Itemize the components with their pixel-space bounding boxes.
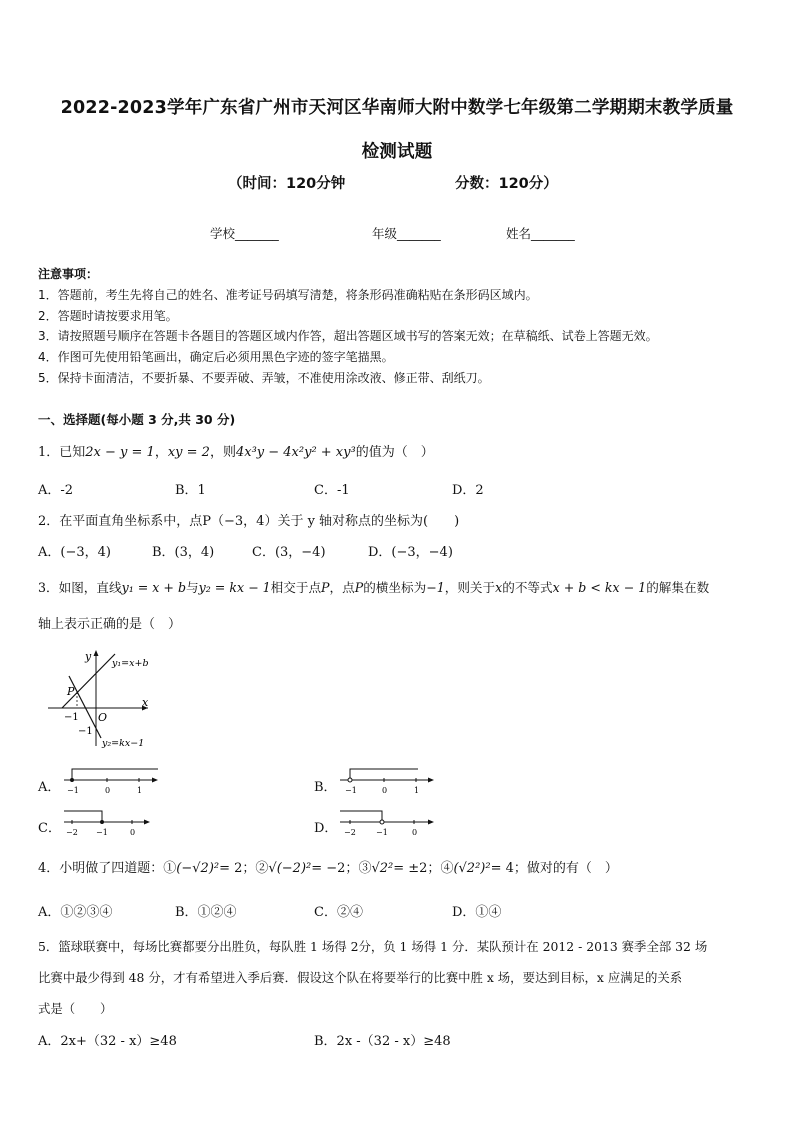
- origin-label: O: [98, 711, 108, 724]
- tick-label: −1: [67, 786, 79, 795]
- y-axis-arrow: [94, 650, 99, 656]
- q1-expression: 4x³y − 4x²y² + xy³: [235, 445, 356, 460]
- q2-option-b: B．(3，4): [152, 545, 215, 560]
- title-line-2: 检测试题: [361, 142, 433, 162]
- q3-graph: [40, 646, 180, 754]
- q4-expr-3: √2²: [371, 861, 394, 876]
- tick-label: 1: [137, 786, 143, 795]
- q3-option-b-letter: B．: [314, 780, 337, 795]
- q3-option-c-numberline: [62, 808, 162, 838]
- question-5-line-2: 比赛中最少得到 48 分，才有希望进入季后赛．假设这个队在将要举行的比赛中胜 x 场，要达到目标，x 应满足的关系: [38, 970, 683, 985]
- tick-label: −1: [345, 786, 357, 795]
- q5-option-b: B．2x -（32 - x）≥48: [314, 1034, 451, 1049]
- q4-option-d: D．①④: [452, 905, 502, 920]
- question-3-stem: 3．如图，直线y₁ = x + b与y₂ = kx − 1相交于点P，点P的横坐标为−1，则关于x的不等式x + b < kx − 1的解集在数: [38, 580, 710, 595]
- grade-field: 年级_______: [372, 226, 441, 241]
- question-2-stem: 2．在平面直角坐标系中，点P（−3，4）关于 y 轴对称点的坐标为( ): [38, 514, 460, 529]
- q5-option-a: A．2x+（32 - x）≥48: [38, 1034, 177, 1049]
- q3-option-d-numberline: [338, 808, 438, 838]
- question-1-stem: 1．已知2x − y = 1，xy = 2，则4x³y − 4x²y² + xy³的值为（ ）: [38, 445, 434, 460]
- y-neg1-label: −1: [78, 726, 93, 737]
- q4-option-c: C．②④: [314, 905, 363, 920]
- q4-expr-4: (√2²)²: [453, 861, 491, 876]
- q1-option-d: D．2: [452, 483, 484, 498]
- tick-label: 0: [130, 828, 136, 837]
- note-item: 1．答题前，考生先将自己的姓名、准考证号码填写清楚，将条形码准确粘贴在条形码区域内。: [38, 287, 538, 302]
- q4-expr-1: (−√2)²: [176, 861, 220, 876]
- q3-option-c-letter: C．: [38, 821, 61, 836]
- note-item: 5．保持卡面清洁，不要折暴、不要弄破、弄皱，不准使用涂改液、修正带、刮纸刀。: [38, 370, 490, 385]
- note-item: 4．作图可先使用铅笔画出，确定后必须用黑色字迹的签字笔描黑。: [38, 350, 394, 365]
- tick-label: 1: [414, 786, 420, 795]
- tick-label: 0: [105, 786, 111, 795]
- exam-score: 分数：120分）: [455, 176, 558, 192]
- x-label: x: [142, 696, 149, 709]
- question-5-line-3: 式是（ ）: [38, 1001, 113, 1016]
- q4-option-a: A．①②③④: [38, 905, 113, 920]
- tick-label: −2: [344, 828, 356, 837]
- question-3-stem-line-2: 轴上表示正确的是（ ）: [38, 617, 182, 632]
- question-5-line-1: 5．篮球联赛中，每场比赛都要分出胜负，每队胜 1 场得 2分，负 1 场得 1 分．某队预计在 2012 - 2013 赛季全部 32 场: [38, 939, 708, 954]
- q1-condition-1: 2x − y = 1: [85, 445, 155, 460]
- x-neg1-label: −1: [64, 712, 79, 723]
- q2-option-a: A．(−3，4): [38, 545, 111, 560]
- q4-option-b: B．①②④: [175, 905, 237, 920]
- note-item: 2．答题时请按要求用笔。: [38, 308, 178, 323]
- q2-option-d: D．(−3，−4): [368, 545, 453, 560]
- q3-option-a-numberline: [62, 766, 162, 796]
- q1-option-b: B．1: [175, 483, 206, 498]
- tick-label: 0: [412, 828, 418, 837]
- q3-option-a-letter: A．: [38, 780, 61, 795]
- q1-condition-2: xy = 2: [167, 445, 210, 460]
- tick-label: −1: [96, 828, 108, 837]
- question-4-stem: 4．小明做了四道题：①(−√2)²= 2；②√(−2)²= −2；③√2²= ±2；④(√2²)²= 4；做对的有（ ）: [38, 861, 618, 876]
- name-field: 姓名_______: [506, 226, 575, 241]
- exam-notes: [38, 264, 768, 389]
- q1-option-c: C．-1: [314, 483, 350, 498]
- exam-title: [20, 86, 774, 174]
- q3-option-b-numberline: [338, 766, 438, 796]
- y-label: y: [85, 650, 92, 663]
- q3-option-d-letter: D．: [314, 821, 338, 836]
- line-y1-label: y₁=x+b: [112, 658, 149, 669]
- line-y2-label: y₂=kx−1: [102, 738, 145, 749]
- title-line-1: 2022-2023学年广东省广州市天河区华南师大附中数学七年级第二学期期末教学质量: [60, 98, 734, 118]
- note-item: 3．请按照题号顺序在答题卡各题目的答题区域内作答，超出答题区域书写的答案无效；在草稿纸、试卷上答题无效。: [38, 329, 658, 344]
- point-p-label: P: [67, 685, 75, 698]
- tick-label: 0: [382, 786, 388, 795]
- tick-label: −2: [66, 828, 78, 837]
- q1-option-a: A．-2: [38, 483, 74, 498]
- q2-option-c: C．(3，−4): [252, 545, 326, 560]
- q4-expr-2: √(−2)²: [268, 861, 312, 876]
- tick-label: −1: [376, 828, 388, 837]
- school-field: 学校_______: [210, 226, 279, 241]
- section-heading: 一、选择题(每小题 3 分,共 30 分): [38, 412, 236, 427]
- exam-time: （时间：120分钟: [228, 176, 346, 192]
- notes-heading: 注意事项：: [38, 267, 99, 281]
